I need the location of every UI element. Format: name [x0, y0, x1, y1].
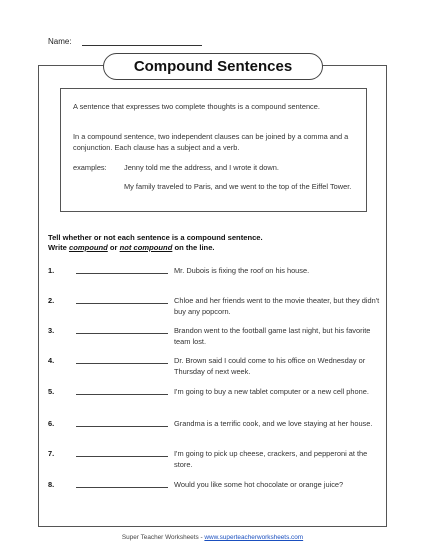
name-row — [48, 37, 202, 46]
name-line[interactable] — [82, 37, 202, 46]
footer — [0, 534, 425, 541]
definition-text: A sentence that expresses two complete thoughts is a compound sentence. — [73, 102, 320, 111]
page-title: Compound Sentences — [103, 53, 323, 80]
example-1: Jenny told me the address, and I wrote it down. — [124, 163, 279, 172]
question-text: Mr. Dubois is fixing the roof on his house. — [174, 266, 310, 275]
word-not-compound: not compound — [119, 243, 173, 252]
explanation-text: In a compound sentence, two independent clauses can be joined by a comma and a conjunction. Each clause has a subject and a verb. — [73, 132, 349, 152]
examples-label: examples: — [73, 163, 107, 172]
instructions-middle: or — [107, 243, 120, 252]
instructions-line-2 — [48, 243, 263, 253]
name-label: Name: — [48, 37, 72, 46]
instructions-prefix: Write — [48, 243, 69, 252]
answer-line[interactable] — [76, 394, 168, 395]
answer-line[interactable] — [76, 456, 168, 457]
question-text: Dr. Brown said I could come to his office on Wednesday or Thursday of next week. — [174, 356, 366, 376]
answer-line[interactable] — [76, 363, 168, 364]
instructions — [48, 233, 263, 253]
info-box — [60, 88, 367, 212]
question-number: 4. — [48, 356, 55, 365]
question-text: Chloe and her friends went to the movie theater, but they didn't buy any popcorn. — [174, 296, 380, 316]
question-number: 8. — [48, 480, 55, 489]
question-number: 5. — [48, 387, 55, 396]
question-text: Grandma is a terrific cook, and we love staying at her house. — [174, 419, 373, 428]
word-compound: compound — [68, 243, 108, 252]
question-number: 1. — [48, 266, 55, 275]
footer-url-link[interactable]: www.superteacherworksheets.com — [204, 534, 304, 541]
instructions-line-1: Tell whether or not each sentence is a compound sentence. — [48, 233, 263, 242]
instructions-suffix: on the line. — [172, 243, 215, 252]
question-number: 2. — [48, 296, 55, 305]
example-2: My family traveled to Paris, and we went to the top of the Eiffel Tower. — [124, 182, 352, 191]
question-number: 7. — [48, 449, 55, 458]
answer-line[interactable] — [76, 426, 168, 427]
answer-line[interactable] — [76, 303, 168, 304]
footer-site-name: Super Teacher Worksheets - — [121, 534, 205, 541]
answer-line[interactable] — [76, 273, 168, 274]
question-text: Brandon went to the football game last night, but his favorite team lost. — [174, 326, 371, 346]
question-text: I'm going to buy a new tablet computer or a new cell phone. — [174, 387, 369, 396]
question-number: 3. — [48, 326, 55, 335]
answer-line[interactable] — [76, 333, 168, 334]
question-text: Would you like some hot chocolate or orange juice? — [174, 480, 344, 489]
question-number: 6. — [48, 419, 55, 428]
question-text: I'm going to pick up cheese, crackers, and pepperoni at the store. — [174, 449, 368, 469]
answer-line[interactable] — [76, 487, 168, 488]
